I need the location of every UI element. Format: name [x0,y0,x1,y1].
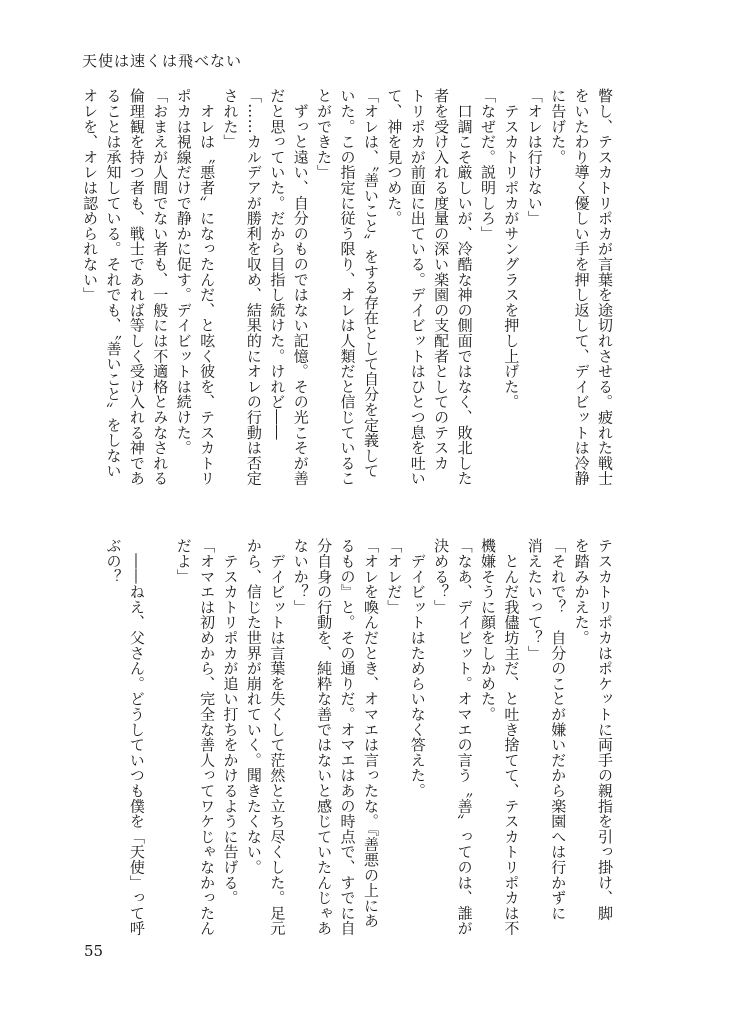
text-line: 「おまえが人間でない者も、一般には不適格とみなされる [151,88,170,486]
text-line: 「オレは、〝善いこと〟をする存在として自分を定義して [361,88,380,479]
text-line: 「オレは行けない」 [525,88,544,226]
text-line: された」 [221,88,240,150]
text-line: テスカトリポカがサングラスを押し上げた。 [502,88,521,410]
text-line: 「オレを喚んだとき、オマエは言ったな。『善悪の上にあ [361,538,380,929]
text-line: 消えたいって？」 [525,538,544,661]
text-line: とができた」 [315,88,334,180]
text-line: ――ねえ、父さん。どうしていつも僕を「天使」って呼 [127,538,146,936]
running-head: 天使は速くは飛べない [82,52,243,70]
text-line: オレは〝悪者〟になったんだ、と呟く彼を、テスカトリ [198,88,217,486]
text-line: 瞥し、テスカトリポカが言葉を途切れさせる。疲れた戦士 [596,88,614,486]
text-line: 「オマエは初めから、完全な善人ってワケじゃなかったん [198,538,217,936]
text-line: ないか？」 [291,538,310,615]
page-number: 55 [84,942,104,960]
text-line: ることは承知している。それでも、〝善いこと〟をしない [104,88,123,479]
text-line: ずっと遠い、自分のものではない記憶。その光こそが善 [291,88,310,486]
text-line: オレを、オレは認められない」 [81,88,100,303]
text-line: ぶの？ [104,538,123,584]
text-line: 「それで？ 自分のことが嫌いだから楽園へは行かずに [549,538,568,921]
text-line: 口調こそ厳しいが、冷酷な神の側面ではなく、敗北した [455,88,474,486]
text-line: 「オレだ」 [385,538,404,615]
text-line: いた。この指定に従う限り、オレは人類だと信じているこ [338,88,357,486]
text-line: デイビットはためらいなく答えた。 [408,538,427,799]
text-line: とんだ我儘坊主だ、と吐き捨てて、テスカトリポカは不 [502,538,521,936]
text-line: 機嫌そうに顔をしかめた。 [478,538,497,722]
bottom-text-block [101,538,616,938]
text-line: デイビットは言葉を失くして茫然と立ち尽くした。足元 [268,538,287,936]
text-line: るもの』と。その通りだ。オマエはあの時点で、すでに自 [338,538,357,936]
text-line: トリポカが前面に出ている。デイビットはひとつ息を吐い [408,88,427,486]
text-line: テスカトリポカはポケットに両手の親指を引っ掛け、脚 [596,538,614,921]
text-line: だと思っていた。だから目指し続けた。けれど―― [268,88,287,440]
text-line: から、信じた世界が崩れていく。聞きたくない。 [244,538,263,875]
text-line: 決める？」 [432,538,451,615]
text-line: ポカは視線だけで静かに促す。デイビットは続けた。 [174,88,193,456]
text-line: 者を受け入れる度量の深い楽園の支配者としてのテスカ [432,88,451,471]
text-line: 「なぜだ。説明しろ」 [478,88,497,241]
text-line: 分自身の行動を、純粋な善ではないと感じていたんじゃあ [315,538,334,936]
top-text-block [78,88,616,488]
text-line: テスカトリポカが追い打ちをかけるように告げる。 [221,538,240,906]
text-line: 「……カルデアが勝利を収め、結果的にオレの行動は否定 [244,88,263,486]
text-line: だよ」 [174,538,193,584]
text-line: を踏みかえた。 [572,538,591,646]
text-line [148,538,171,938]
text-line: 倫理観を持つ者も、戦士であれば等しく受け入れる神であ [127,88,146,486]
text-line: をいたわり導く優しい手を押し返して、デイビットは冷静 [572,88,591,486]
text-line: に告げた。 [549,88,568,165]
text-line: て、神を見つめた。 [385,88,404,226]
text-line: 「なあ、デイビット。オマエの言う〝善〟ってのは、誰が [455,538,474,936]
